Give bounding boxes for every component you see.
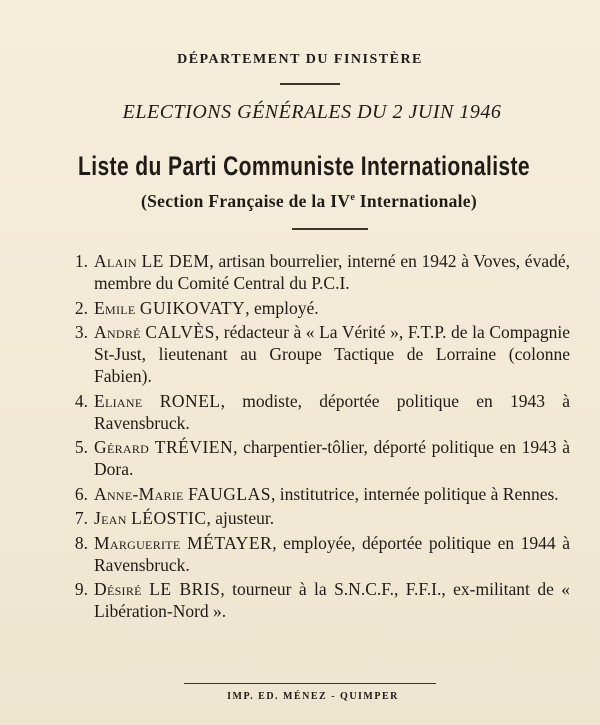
candidate-last-name: LÉOSTIC [131, 508, 207, 528]
candidate-first-name: André [94, 322, 141, 342]
footer-divider [184, 683, 436, 684]
list-item [50, 321, 570, 387]
candidate-first-name: Anne-Marie [94, 483, 184, 504]
department-heading: DÉPARTEMENT DU FINISTÈRE [177, 52, 423, 67]
party-section-subtitle [0, 191, 600, 212]
candidate-number: 6. [74, 483, 88, 504]
candidate-last-name: RONEL [159, 390, 221, 411]
candidate-description: , institutrice, internée politique à Rennes. [270, 483, 559, 504]
divider [280, 83, 340, 85]
candidate-number: 3. [74, 322, 88, 342]
section-text-a: (Section Française de la IV [140, 191, 351, 211]
candidate-description: , charpentier-tôlier, déporté politique en 1943 à Dora. [94, 437, 571, 479]
candidate-description: , employée, déportée politique en 1944 à Ravensbruck. [94, 532, 570, 575]
section-superscript: e [350, 192, 356, 204]
divider [292, 228, 368, 230]
candidate-list [50, 250, 570, 625]
candidate-first-name: Désiré [94, 579, 142, 599]
list-item [50, 578, 570, 622]
list-item [50, 507, 570, 529]
candidate-first-name: Marguerite [94, 532, 181, 553]
candidate-number: 5. [74, 437, 88, 457]
candidate-number: 2. [74, 297, 88, 318]
list-item [50, 250, 570, 294]
list-item [50, 483, 570, 505]
candidate-last-name: LE DEM [141, 251, 210, 271]
list-item [50, 436, 570, 480]
list-item [50, 532, 570, 576]
party-title: Liste du Parti Communiste Internationaliste [77, 151, 531, 181]
candidate-number: 1. [74, 251, 88, 271]
candidate-last-name: CALVÈS [145, 322, 215, 342]
candidate-last-name: MÉTAYER [187, 532, 273, 553]
list-item [50, 297, 570, 319]
candidate-last-name: LE BRIS [149, 579, 221, 599]
candidate-description: , artisan bourrelier, interné en 1942 à Voves, évadé, membre du Comité Central du P.C.I. [94, 251, 570, 293]
candidate-first-name: Eliane [94, 390, 143, 411]
list-item [50, 390, 570, 434]
candidate-first-name: Emile [94, 297, 136, 318]
candidate-description: , ajusteur. [206, 508, 275, 528]
candidate-description: , modiste, déportée politique en 1943 à Ravensbruck. [94, 390, 571, 433]
candidate-number: 7. [74, 508, 88, 528]
candidate-number: 8. [74, 532, 88, 553]
candidate-last-name: TRÉVIEN [154, 437, 234, 457]
candidate-last-name: FAUGLAS [188, 483, 271, 504]
candidate-description: , tourneur à la S.N.C.F., F.F.I., ex-militant de « Libération-Nord ». [94, 579, 570, 621]
candidate-last-name: GUIKOVATY [139, 297, 246, 318]
printer-imprint: IMP. ED. MÉNEZ - QUIMPER [227, 691, 399, 702]
candidate-first-name: Alain [94, 251, 137, 271]
election-title: ELECTIONS GÉNÉRALES DU 2 JUIN 1946 [122, 101, 502, 123]
candidate-description: , employé. [245, 297, 319, 318]
candidate-number: 9. [74, 579, 88, 599]
candidate-description: , rédacteur à « La Vérité », F.T.P. de la Compagnie St-Just, lieutenant au Groupe Tactique de Lorraine (colonne Fabien). [94, 322, 571, 386]
candidate-number: 4. [74, 390, 88, 411]
candidate-first-name: Jean [94, 508, 127, 528]
section-text-b: Internationale) [355, 191, 478, 211]
candidate-first-name: Gérard [94, 437, 150, 457]
